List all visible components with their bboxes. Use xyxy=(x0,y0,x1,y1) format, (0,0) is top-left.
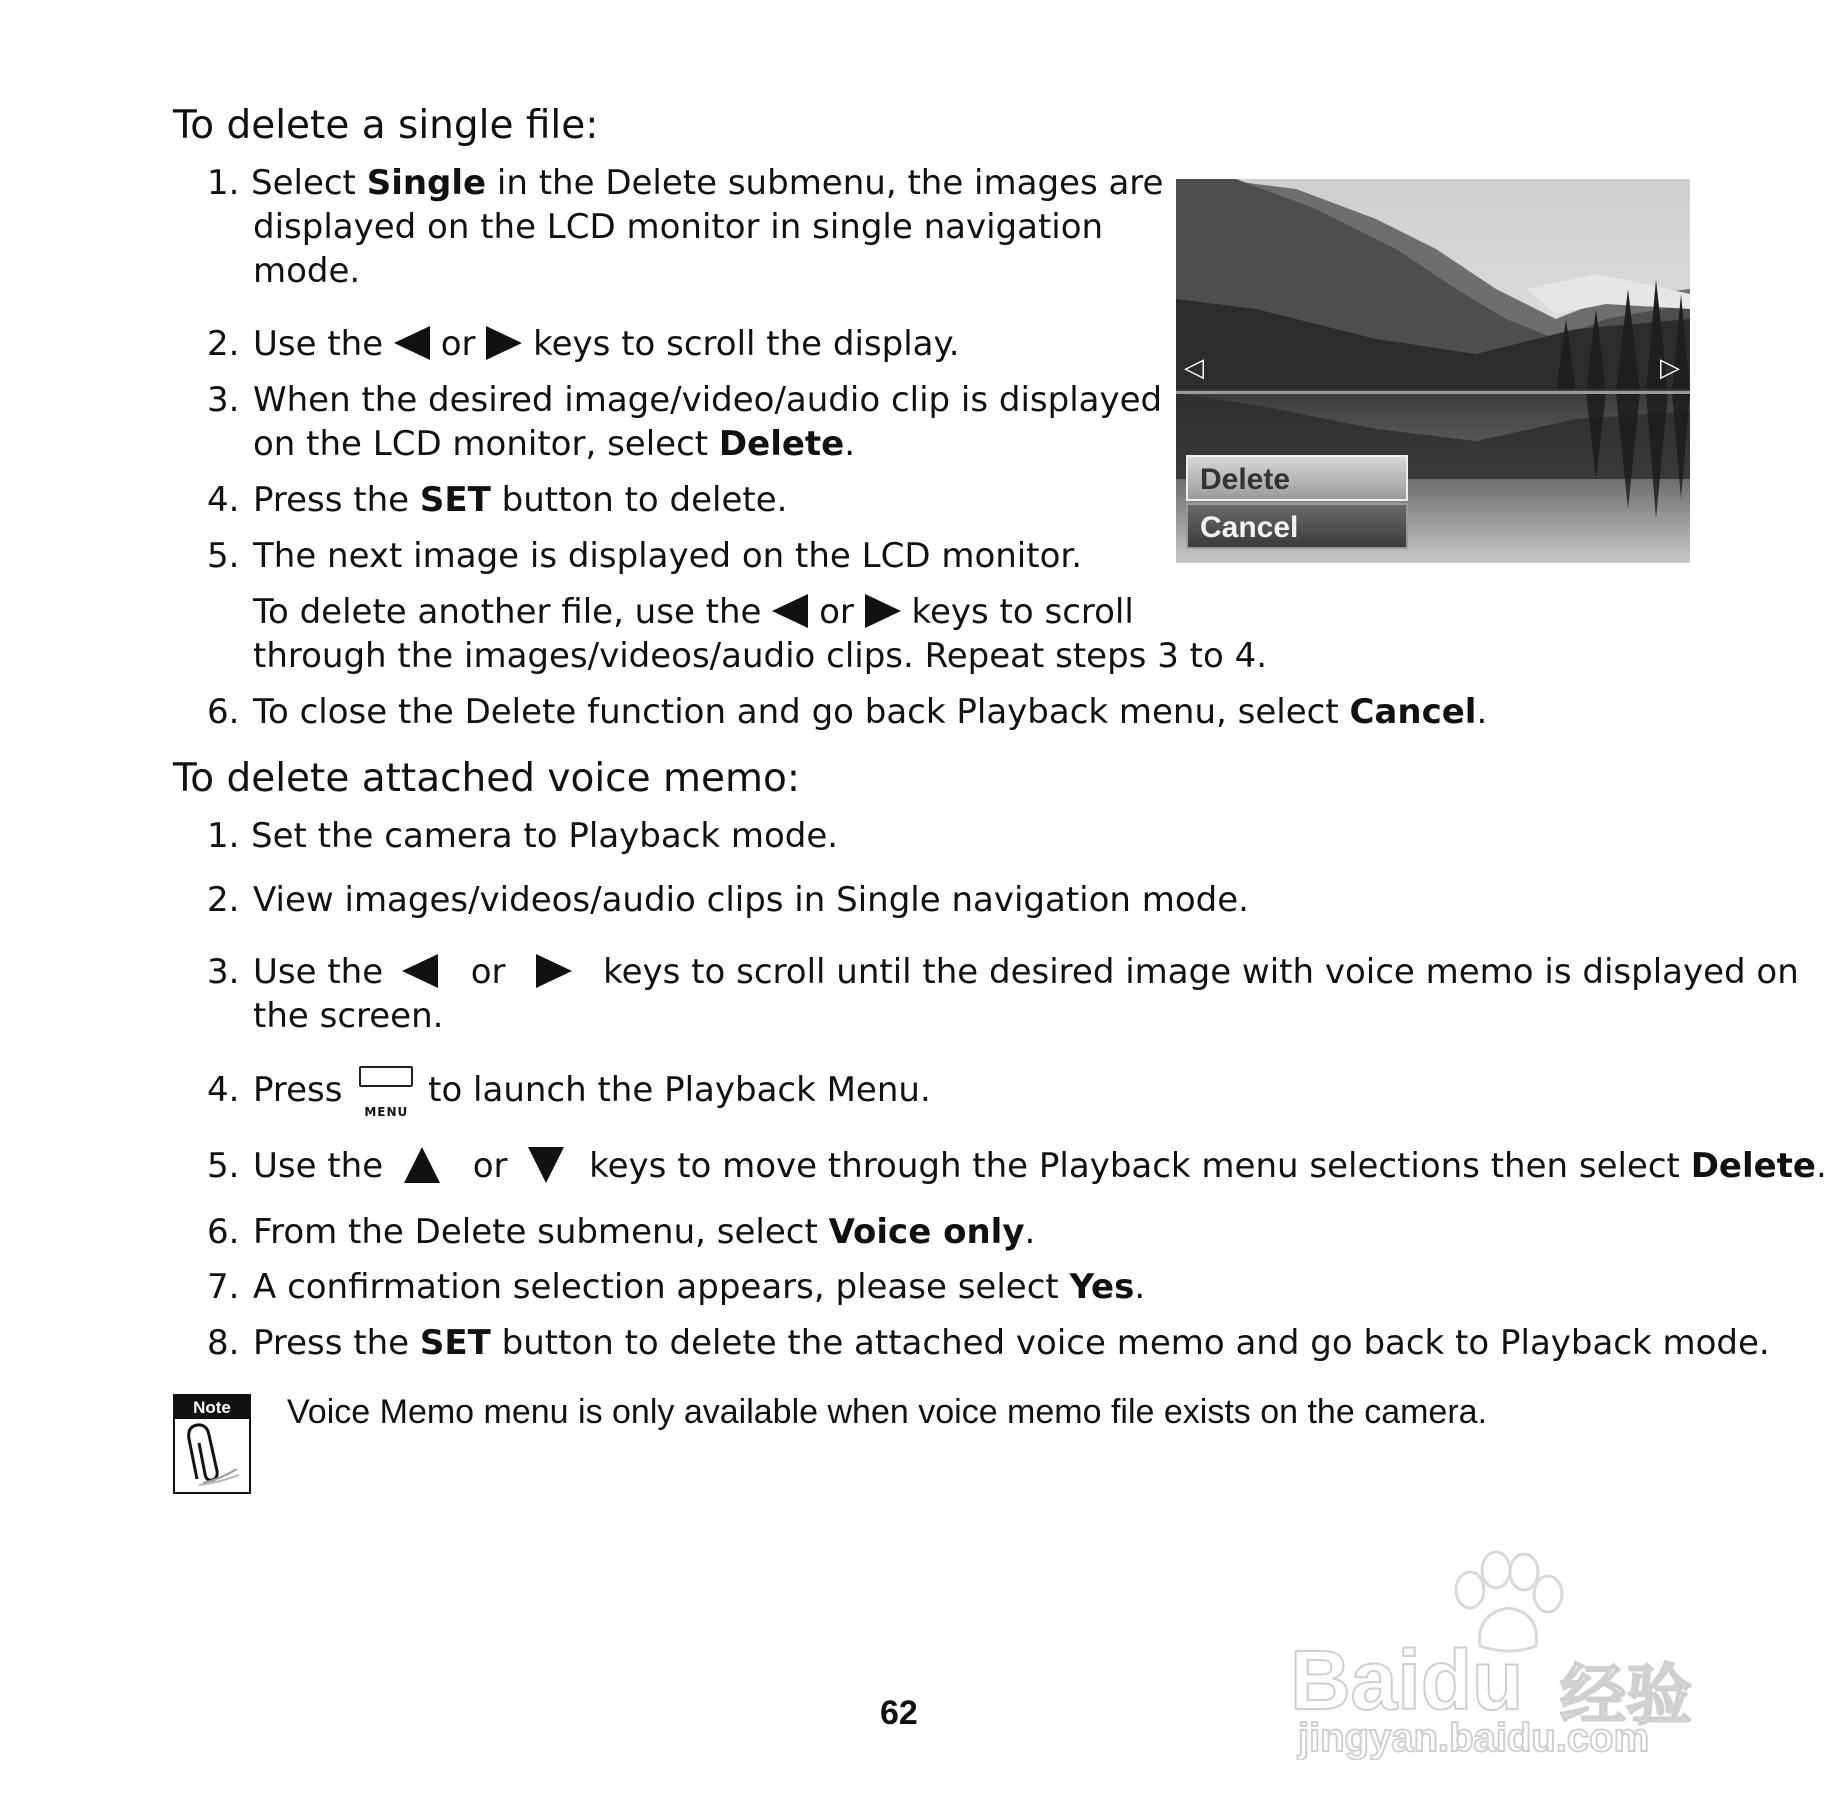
step-text: mode. xyxy=(253,251,361,291)
lcd-menu-delete: Delete xyxy=(1186,455,1408,501)
step-text: When the desired image/video/audio clip is displayed xyxy=(253,380,1163,420)
step-text: through the images/videos/audio clips. Repeat steps 3 to 4. xyxy=(253,636,1268,676)
step-number: 1. xyxy=(207,163,240,203)
up-arrow-key-icon xyxy=(404,1147,440,1183)
section-heading-delete-single: To delete a single file: xyxy=(173,103,599,148)
step-number: 2. xyxy=(207,324,240,364)
left-arrow-key-icon xyxy=(772,594,808,628)
down-arrow-key-icon xyxy=(528,1147,564,1183)
step-number: 6. xyxy=(207,692,240,732)
right-arrow-key-icon xyxy=(865,594,901,628)
step-text: The next image is displayed on the LCD monitor. xyxy=(253,536,1083,576)
step-text: Use the or keys to scroll until the desired image with voice memo is displayed on xyxy=(253,952,1799,992)
baidu-watermark xyxy=(1290,1550,1720,1760)
step-text: Select Single in the Delete submenu, the images are xyxy=(251,163,1164,203)
left-arrow-key-icon xyxy=(402,954,438,988)
step-text: the screen. xyxy=(253,996,444,1036)
watermark-brand: Baidu xyxy=(1290,1633,1524,1727)
right-arrow-key-icon xyxy=(536,954,572,988)
step-text: To delete another file, use the or keys to scroll xyxy=(253,592,1134,632)
step-text: To close the Delete function and go back Playback menu, select Cancel. xyxy=(253,692,1488,732)
watermark-url: jingyan.baidu.com xyxy=(1298,1716,1650,1760)
lcd-left-arrow-icon: ◁ xyxy=(1184,353,1204,383)
right-arrow-key-icon xyxy=(486,326,522,360)
step-number: 7. xyxy=(207,1267,240,1307)
watermark-cn: 经验 xyxy=(1560,1658,1692,1732)
step-text: Press the SET button to delete. xyxy=(253,480,788,520)
step-number: 3. xyxy=(207,952,240,992)
section-heading-delete-voice-memo: To delete attached voice memo: xyxy=(173,756,800,801)
step-number: 4. xyxy=(207,1070,240,1110)
page-number: 62 xyxy=(880,1694,918,1732)
step-number: 8. xyxy=(207,1323,240,1363)
step-number: 4. xyxy=(207,480,240,520)
note-paperclip-icon: Note xyxy=(173,1394,251,1494)
menu-key-icon: MENU xyxy=(359,1066,411,1106)
step-text: Set the camera to Playback mode. xyxy=(251,816,839,856)
paperclip-icon xyxy=(175,1419,249,1492)
step-number: 1. xyxy=(207,816,240,856)
step-text: From the Delete submenu, select Voice only. xyxy=(253,1212,1036,1252)
step-text: on the LCD monitor, select Delete. xyxy=(253,424,856,464)
left-arrow-key-icon xyxy=(394,326,430,360)
step-text: Press MENU to launch the Playback Menu. xyxy=(253,1068,931,1112)
lcd-screen-preview xyxy=(1176,179,1690,563)
step-text: View images/videos/audio clips in Single navigation mode. xyxy=(253,880,1249,920)
step-text: displayed on the LCD monitor in single navigation xyxy=(253,207,1104,247)
step-text: A confirmation selection appears, please select Yes. xyxy=(253,1267,1146,1307)
note-text: Voice Memo menu is only available when voice memo file exists on the camera. xyxy=(287,1393,1488,1431)
step-number: 2. xyxy=(207,880,240,920)
step-number: 6. xyxy=(207,1212,240,1252)
step-number: 5. xyxy=(207,1146,240,1186)
step-text: Use the or keys to scroll the display. xyxy=(253,324,960,364)
step-text: Use the or keys to move through the Playback menu selections then select Delete. xyxy=(253,1146,1827,1186)
lcd-menu-cancel: Cancel xyxy=(1186,503,1408,549)
step-number: 5. xyxy=(207,536,240,576)
step-text: Press the SET button to delete the attached voice memo and go back to Playback mode. xyxy=(253,1323,1770,1363)
lcd-right-arrow-icon: ▷ xyxy=(1660,353,1680,383)
step-number: 3. xyxy=(207,380,240,420)
